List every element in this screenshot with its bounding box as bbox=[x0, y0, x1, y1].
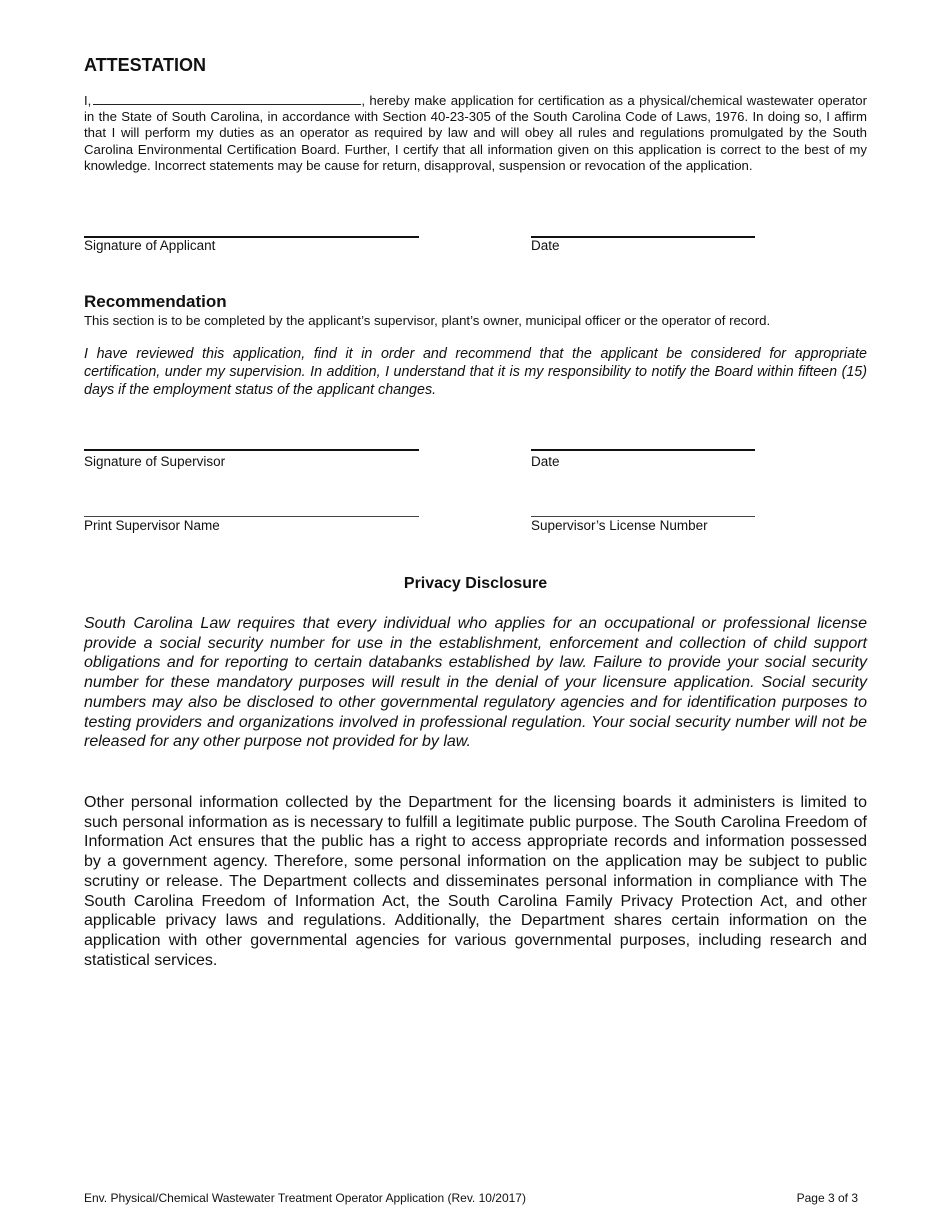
applicant-date-label: Date bbox=[531, 238, 560, 253]
supervisor-license-label: Supervisor’s License Number bbox=[531, 518, 708, 533]
recommendation-heading: Recommendation bbox=[84, 292, 227, 311]
supervisor-date-label: Date bbox=[531, 454, 560, 469]
attestation-body: , hereby make application for certification as a physical/chemical wastewater operator in the State of South Carolina, in accordance with Section 40-23-305 of the South Carolina Code of Laws, 1976. In doing so, I affirm that I will perform my duties as an operator as required by law and will obey all rules and regulations promulgated by the South Carolina Environmental Certification Board. Further, I certify that all information given on this application is correct to the best of my knowledge. Incorrect statements may be cause for return, disapproval, suspension or revocation of the application. bbox=[84, 93, 867, 173]
supervisor-date-line[interactable] bbox=[531, 449, 755, 451]
applicant-date-line[interactable] bbox=[531, 236, 755, 238]
applicant-signature-label: Signature of Applicant bbox=[84, 238, 216, 253]
recommendation-note: This section is to be completed by the applicant’s supervisor, plant’s owner, municipal officer or the operator of record. bbox=[84, 313, 771, 328]
supervisor-signature-label: Signature of Supervisor bbox=[84, 454, 226, 469]
privacy-paragraph-personal-info: Other personal information collected by the Department for the licensing boards it administers is limited to such personal information as is necessary to fulfill a legitimate public purpose. The South Carolina Freedom of Information Act ensures that the public has a right to access appropriate records and information possessed by a government agency. Therefore, some personal information on the application may be subject to public scrutiny or release. The Department collects and disseminates personal information in compliance with The South Carolina Freedom of Information Act, the South Carolina Family Privacy Protection Act, and other applicable privacy laws and regulations. Additionally, the Department shares certain information on the application with other governmental agencies for various governmental purposes, including research and statistical services. bbox=[84, 794, 867, 969]
footer-form-title: Env. Physical/Chemical Wastewater Treatment Operator Application (Rev. 10/2017) bbox=[84, 1191, 526, 1205]
attestation-prefix: I, bbox=[84, 93, 92, 108]
form-page bbox=[84, 0, 867, 1230]
supervisor-name-line[interactable] bbox=[84, 516, 419, 517]
applicant-name-blank[interactable] bbox=[93, 92, 361, 105]
attestation-heading: ATTESTATION bbox=[84, 55, 206, 75]
privacy-paragraph-ssn: South Carolina Law requires that every individual who applies for an occupational or professional license provide a social security number for use in the establishment, enforcement and collection of child support obligations and for reporting to certain databanks established by law. Failure to provide your social security number for these mandatory purposes will result in the denial of your licensure application. Social security numbers may also be disclosed to other governmental regulatory agencies and for identification purposes to testing providers and organizations involved in professional regulation. Your social security number will not be released for any other purpose not provided for by law. bbox=[84, 615, 867, 751]
recommendation-statement: I have reviewed this application, find it in order and recommend that the applicant be considered for appropriate certification, under my supervision. In addition, I understand that it is my responsibility to notify the Board within fifteen (15) days if the employment status of the applicant changes. bbox=[84, 346, 867, 398]
supervisor-license-line[interactable] bbox=[531, 516, 755, 517]
supervisor-name-label: Print Supervisor Name bbox=[84, 518, 220, 533]
footer-page-number: Page 3 of 3 bbox=[796, 1191, 858, 1205]
privacy-heading: Privacy Disclosure bbox=[403, 575, 548, 592]
supervisor-signature-line[interactable] bbox=[84, 449, 419, 451]
attestation-paragraph bbox=[84, 92, 867, 174]
